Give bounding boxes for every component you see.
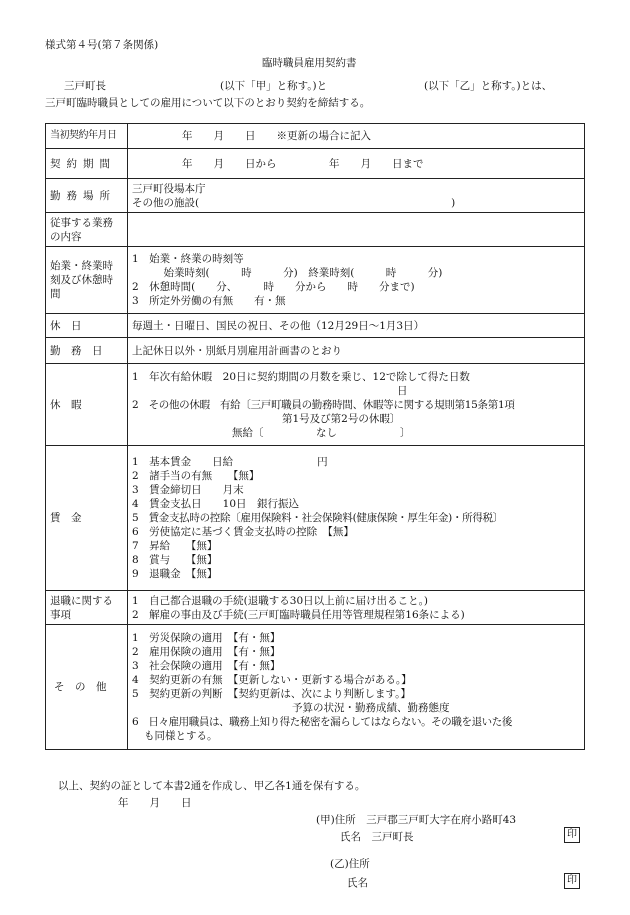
- closing-statement: 以上、契約の証として本書2通を作成し、甲乙各1通を保有する。: [58, 780, 366, 792]
- party-a-address: (甲)住所 三戸郡三戸町大字在府小路町43: [316, 814, 517, 826]
- party-b-name: 氏名: [347, 877, 368, 889]
- party-a-name: 氏名 三戸町長: [340, 831, 414, 843]
- seal-stamp-party-a: 印: [564, 827, 580, 843]
- wages-label: 賃 金: [50, 512, 82, 524]
- leave-line3: 無給〔 なし 〕: [232, 426, 411, 439]
- wage-line: 4 賃金支払日 10日 銀行振込: [132, 498, 300, 510]
- wage-line: 8 賞与 【無】: [132, 554, 218, 566]
- value-hours: [128, 247, 585, 314]
- label-retirement: 退職に関する事項: [46, 591, 128, 625]
- row-other: [46, 625, 585, 750]
- label-wages: [46, 446, 128, 591]
- period-label: 契約期間: [50, 157, 116, 170]
- retirement-line2: 2 解雇の事由及び手続(三戸町臨時職員任用等管理規程第16条による): [132, 608, 465, 621]
- contract-table: [45, 123, 585, 750]
- other-line: 1 労災保険の適用 【有・無】: [132, 632, 281, 644]
- label-other: [46, 625, 128, 750]
- initial-date-text: 年 月 日 ※更新の場合に記入: [182, 130, 371, 142]
- hours-line2: 始業時刻( 時 分) 終業時刻( 時 分): [132, 267, 443, 279]
- value-duties: [128, 213, 585, 247]
- period-text: 年 月 日から 年 月 日まで: [182, 157, 424, 170]
- wage-line: 1 基本賃金 日給 円: [132, 456, 328, 468]
- label-leave: [46, 364, 128, 446]
- leave-line2: 2 その他の休暇 有給〔三戸町職員の勤務時間、休暇等に関する規則第15条第1項: [132, 398, 515, 411]
- workdays-label: 勤 務 日: [50, 344, 103, 357]
- intro-party-a: 三戸町長: [64, 80, 106, 92]
- value-workplace: [128, 179, 585, 213]
- workplace-label: 勤務場所: [50, 189, 116, 202]
- holidays-label: 休 日: [50, 319, 82, 332]
- label-duties: 従事する業務の内容: [46, 213, 128, 247]
- row-wages: [46, 446, 585, 591]
- row-hours: [46, 247, 585, 314]
- other-label: そ の 他: [54, 681, 107, 693]
- other-line6b: も同様とする。: [144, 730, 218, 742]
- label-holidays: [46, 314, 128, 338]
- label-workplace: [46, 179, 128, 213]
- hours-line4: 3 所定外労働の有無 有・無: [132, 295, 286, 307]
- wage-line: 2 諸手当の有無 【無】: [132, 470, 260, 482]
- row-workplace: [46, 179, 585, 213]
- label-hours: 始業・終業時刻及び休憩時間: [46, 247, 128, 314]
- value-other: [128, 625, 585, 750]
- wage-line: 7 昇給 【無】: [132, 540, 218, 552]
- value-retirement: [128, 591, 585, 625]
- row-workdays: [46, 338, 585, 364]
- workplace-line1: 三戸町役場本庁: [132, 182, 206, 195]
- workplace-line2: その他の施設( ): [132, 196, 456, 209]
- row-period: [46, 149, 585, 179]
- value-leave: [128, 364, 585, 446]
- wage-line: 5 賃金支払時の控除〔雇用保険料・社会保険料(健康保険・厚生年金)・所得税〕: [132, 512, 503, 524]
- leave-line2b: 第1号及び第2号の休暇〕: [282, 412, 401, 425]
- hours-line3: 2 休憩時間( 分、 時 分から 時 分まで): [132, 281, 415, 293]
- party-b-address: (乙)住所: [330, 858, 370, 870]
- row-duties: [46, 213, 585, 247]
- row-initial-date: [46, 124, 585, 149]
- intro-party-a-definition: (以下「甲」と称す。)と: [220, 80, 328, 92]
- value-initial-date: [128, 124, 585, 149]
- label-workdays: [46, 338, 128, 364]
- value-wages: [128, 446, 585, 591]
- other-line: 5 契約更新の判断 【契約更新は、次により判断します。】: [132, 688, 411, 700]
- leave-line1: 1 年次有給休暇 20日に契約期間の月数を乗じ、12で除して得た日数: [132, 370, 470, 383]
- label-period: [46, 149, 128, 179]
- intro-text: 三戸町臨時職員としての雇用について以下のとおり契約を締結する。: [45, 97, 371, 109]
- value-workdays: 上記休日以外・別紙月別雇用計画書のとおり: [128, 338, 585, 364]
- wage-line: 9 退職金 【無】: [132, 568, 218, 580]
- label-initial-date: 当初契約年月日: [46, 124, 128, 149]
- date-line: 年 月 日: [118, 797, 192, 809]
- other-line6: 6 日々雇用職員は、職務上知り得た秘密を漏らしてはならない。その職を退いた後: [132, 716, 512, 728]
- row-holidays: [46, 314, 585, 338]
- wage-line: 6 労使協定に基づく賃金支払時の控除 【無】: [132, 526, 354, 538]
- seal-stamp-party-b: 印: [564, 873, 580, 889]
- hours-line1: 1 始業・終業の時刻等: [132, 253, 244, 265]
- other-line: 3 社会保険の適用 【有・無】: [132, 660, 281, 672]
- other-line: 4 契約更新の有無 【更新しない・更新する場合がある。】: [132, 674, 412, 686]
- page-title: 臨時職員雇用契約書: [262, 57, 357, 69]
- form-number: 様式第４号(第７条関係): [45, 39, 159, 51]
- value-period: [128, 149, 585, 179]
- leave-label: 休 暇: [50, 398, 82, 411]
- row-leave: [46, 364, 585, 446]
- retirement-line1: 1 自己都合退職の手続(退職する30日以上前に届け出ること。): [132, 594, 428, 607]
- other-line: 2 雇用保険の適用 【有・無】: [132, 646, 281, 658]
- value-holidays: 毎週土・日曜日、国民の祝日、その他（12月29日～1月3日）: [128, 314, 585, 338]
- other-line5b: 予算の状況・勤務成績、勤務態度: [292, 702, 450, 714]
- row-retirement: [46, 591, 585, 625]
- wage-line: 3 賃金締切日 月末: [132, 484, 244, 496]
- intro-party-b-definition: (以下「乙」と称す。)とは、: [424, 80, 553, 92]
- leave-line1b: 日: [397, 384, 408, 397]
